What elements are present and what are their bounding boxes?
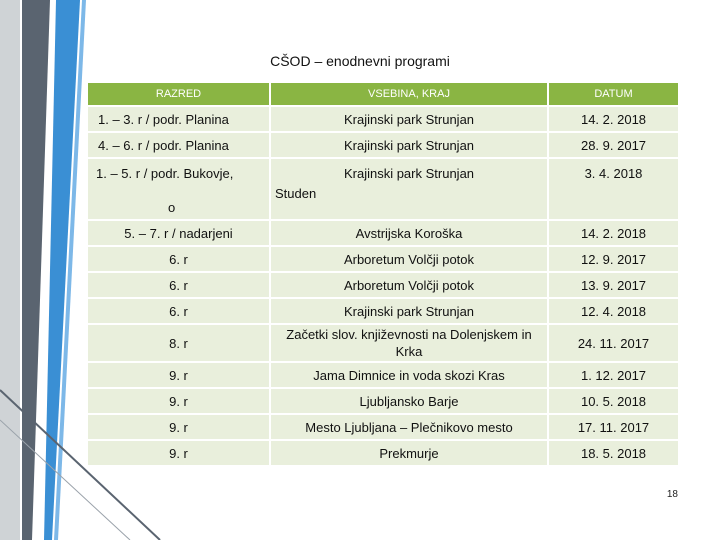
table-cell-vsebina: Krajinski park Strunjan	[271, 299, 547, 323]
table-cell-razred	[88, 159, 269, 219]
table-cell-razred: 6. r	[88, 299, 269, 323]
table-cell-razred: 9. r	[88, 363, 269, 387]
table-cell-vsebina: Mesto Ljubljana – Plečnikovo mesto	[271, 415, 547, 439]
table-cell-datum: 18. 5. 2018	[549, 441, 678, 465]
table-cell-datum	[549, 159, 678, 219]
table-cell-razred: 9. r	[88, 415, 269, 439]
table-cell-vsebina: Arboretum Volčji potok	[271, 273, 547, 297]
vsebina-text: Krajinski park Strunjan	[343, 166, 475, 181]
table-cell-razred: 9. r	[88, 441, 269, 465]
razred-line-2: o	[168, 200, 176, 215]
table-cell-razred: 5. – 7. r / nadarjeni	[88, 221, 269, 245]
table-cell-datum: 28. 9. 2017	[549, 133, 678, 157]
table-cell-vsebina	[271, 159, 547, 219]
table-cell-razred: 6. r	[88, 247, 269, 271]
table-cell-datum: 12. 9. 2017	[549, 247, 678, 271]
table-cell-datum: 14. 2. 2018	[549, 221, 678, 245]
table-cell-datum: 13. 9. 2017	[549, 273, 678, 297]
razred-line-1: 1. – 5. r / podr. Bukovje,	[96, 166, 234, 181]
table-cell-razred: 8. r	[88, 325, 269, 361]
page-title: CŠOD – enodnevni programi	[270, 53, 450, 69]
table-cell-razred: 6. r	[88, 273, 269, 297]
table-cell-razred: 9. r	[88, 389, 269, 413]
table-cell-vsebina: Jama Dimnice in voda skozi Kras	[271, 363, 547, 387]
table-cell-vsebina: Avstrijska Koroška	[271, 221, 547, 245]
table-cell-datum: 12. 4. 2018	[549, 299, 678, 323]
program-table	[88, 83, 678, 465]
table-cell-vsebina: Prekmurje	[271, 441, 547, 465]
header-razred: RAZRED	[88, 83, 269, 105]
table-cell-datum: 1. 12. 2017	[549, 363, 678, 387]
table-cell-razred: 4. – 6. r / podr. Planina	[88, 133, 269, 157]
page-number: 18	[666, 489, 678, 500]
table-cell-vsebina: Začetki slov. književnosti na Dolenjskem in Krka	[271, 325, 547, 361]
table-cell-datum: 17. 11. 2017	[549, 415, 678, 439]
razred-continuation: Studen	[275, 186, 317, 201]
datum-text: 3. 4. 2018	[584, 166, 643, 181]
header-vsebina: VSEBINA, KRAJ	[271, 83, 547, 105]
header-datum: DATUM	[549, 83, 678, 105]
table-cell-datum: 14. 2. 2018	[549, 107, 678, 131]
table-cell-vsebina: Krajinski park Strunjan	[271, 107, 547, 131]
table-cell-vsebina: Arboretum Volčji potok	[271, 247, 547, 271]
table-cell-vsebina: Ljubljansko Barje	[271, 389, 547, 413]
table-cell-datum: 10. 5. 2018	[549, 389, 678, 413]
table-cell-razred: 1. – 3. r / podr. Planina	[88, 107, 269, 131]
table-cell-vsebina: Krajinski park Strunjan	[271, 133, 547, 157]
table-cell-datum: 24. 11. 2017	[549, 325, 678, 361]
